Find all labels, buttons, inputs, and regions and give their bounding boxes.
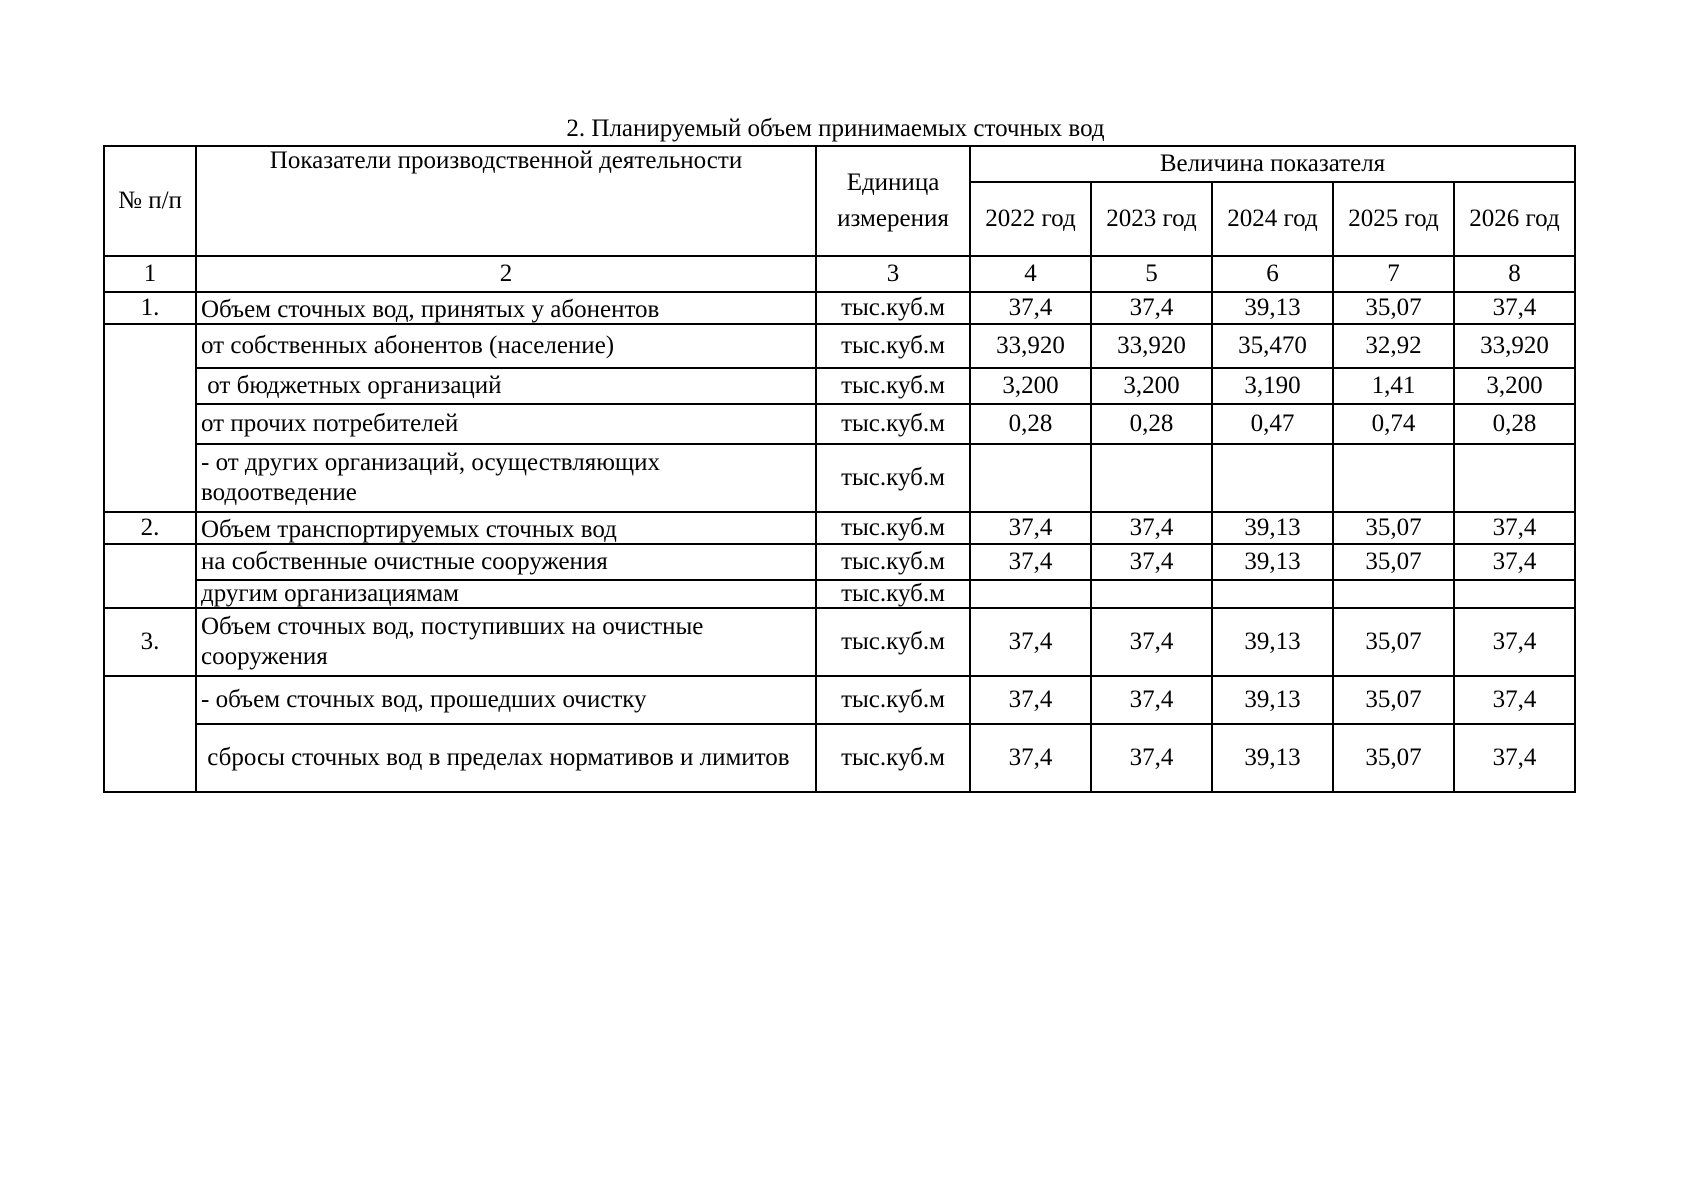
row-unit: тыс.куб.м xyxy=(816,368,970,404)
row-value: 37,4 xyxy=(1454,676,1575,724)
table-row xyxy=(104,512,1575,544)
row-value xyxy=(1454,580,1575,608)
col-number: 7 xyxy=(1333,256,1454,292)
row-label: - объем сточных вод, прошедших очистку xyxy=(196,676,816,724)
row-label: другим организациямам xyxy=(196,580,816,608)
table-row xyxy=(104,444,1575,512)
row-value: 37,4 xyxy=(970,608,1091,676)
row-value: 33,920 xyxy=(1091,324,1212,368)
row-value: 37,4 xyxy=(1454,608,1575,676)
row-value: 3,200 xyxy=(1454,368,1575,404)
row-unit: тыс.куб.м xyxy=(816,292,970,324)
row-value: 37,4 xyxy=(970,544,1091,580)
row-label: - от других организаций, осуществляющих водоотведение xyxy=(196,444,816,512)
row-value: 35,07 xyxy=(1333,544,1454,580)
row-unit: тыс.куб.м xyxy=(816,724,970,792)
row-label: от прочих потребителей xyxy=(196,404,816,444)
header-value: Величина показателя xyxy=(970,146,1575,182)
table-row xyxy=(104,324,1575,368)
row-label: от бюджетных организаций xyxy=(196,368,816,404)
row-value: 33,920 xyxy=(1454,324,1575,368)
table-row xyxy=(104,580,1575,608)
row-number xyxy=(104,544,196,608)
row-label: Объем транспортируемых сточных вод xyxy=(196,512,816,544)
header-year: 2024 год xyxy=(1212,182,1333,256)
row-value xyxy=(1454,444,1575,512)
row-number: 1. xyxy=(104,292,196,324)
row-value xyxy=(1333,444,1454,512)
row-value: 37,4 xyxy=(1454,544,1575,580)
col-number: 1 xyxy=(104,256,196,292)
row-label: Объем сточных вод, принятых у абонентов xyxy=(196,292,816,324)
row-value: 0,74 xyxy=(1333,404,1454,444)
row-value: 33,920 xyxy=(970,324,1091,368)
row-number: 2. xyxy=(104,512,196,544)
row-value xyxy=(1212,580,1333,608)
row-value: 39,13 xyxy=(1212,512,1333,544)
row-value xyxy=(1091,580,1212,608)
row-value: 37,4 xyxy=(970,512,1091,544)
row-unit: тыс.куб.м xyxy=(816,544,970,580)
row-value: 0,47 xyxy=(1212,404,1333,444)
row-value: 32,92 xyxy=(1333,324,1454,368)
col-number: 2 xyxy=(196,256,816,292)
table-row xyxy=(104,368,1575,404)
row-number: 3. xyxy=(104,608,196,676)
row-label: от собственных абонентов (население) xyxy=(196,324,816,368)
data-table xyxy=(103,145,1576,793)
row-value: 39,13 xyxy=(1212,292,1333,324)
row-value xyxy=(1333,580,1454,608)
row-value: 0,28 xyxy=(1091,404,1212,444)
row-label: сбросы сточных вод в пределах нормативов и лимитов xyxy=(196,724,816,792)
row-value: 39,13 xyxy=(1212,608,1333,676)
row-value: 3,200 xyxy=(1091,368,1212,404)
row-value: 37,4 xyxy=(1091,724,1212,792)
row-label: Объем сточных вод, поступивших на очистные сооружения xyxy=(196,608,816,676)
row-value: 1,41 xyxy=(1333,368,1454,404)
row-unit: тыс.куб.м xyxy=(816,324,970,368)
table-row xyxy=(104,676,1575,724)
row-value: 37,4 xyxy=(1091,544,1212,580)
row-value: 37,4 xyxy=(1091,608,1212,676)
row-value: 35,07 xyxy=(1333,676,1454,724)
row-value xyxy=(1091,444,1212,512)
col-number: 6 xyxy=(1212,256,1333,292)
row-value: 39,13 xyxy=(1212,676,1333,724)
row-value xyxy=(970,580,1091,608)
row-value: 3,190 xyxy=(1212,368,1333,404)
page-title: 2. Планируемый объем принимаемых сточных вод xyxy=(566,115,1105,142)
row-number xyxy=(104,324,196,512)
row-value: 3,200 xyxy=(970,368,1091,404)
col-number: 4 xyxy=(970,256,1091,292)
table-row xyxy=(104,724,1575,792)
row-value xyxy=(1212,444,1333,512)
row-unit: тыс.куб.м xyxy=(816,608,970,676)
row-value: 0,28 xyxy=(970,404,1091,444)
table-row xyxy=(104,608,1575,676)
row-unit: тыс.куб.м xyxy=(816,444,970,512)
row-value: 39,13 xyxy=(1212,724,1333,792)
col-number: 8 xyxy=(1454,256,1575,292)
row-unit: тыс.куб.м xyxy=(816,580,970,608)
row-value: 37,4 xyxy=(970,724,1091,792)
header-year: 2023 год xyxy=(1091,182,1212,256)
header-year: 2026 год xyxy=(1454,182,1575,256)
table-row xyxy=(104,544,1575,580)
table-row xyxy=(104,292,1575,324)
row-value: 37,4 xyxy=(970,292,1091,324)
row-value: 37,4 xyxy=(1454,724,1575,792)
row-label: на собственные очистные сооружения xyxy=(196,544,816,580)
row-value: 37,4 xyxy=(1454,512,1575,544)
row-value: 35,07 xyxy=(1333,608,1454,676)
row-unit: тыс.куб.м xyxy=(816,676,970,724)
header-year: 2025 год xyxy=(1333,182,1454,256)
row-unit: тыс.куб.м xyxy=(816,404,970,444)
row-value: 35,07 xyxy=(1333,292,1454,324)
header-unit: Единица измерения xyxy=(816,146,970,256)
row-value: 39,13 xyxy=(1212,544,1333,580)
row-value: 37,4 xyxy=(1091,292,1212,324)
header-num: № п/п xyxy=(104,146,196,256)
row-value: 37,4 xyxy=(970,676,1091,724)
table-row xyxy=(104,404,1575,444)
row-unit: тыс.куб.м xyxy=(816,512,970,544)
row-value xyxy=(970,444,1091,512)
col-number: 5 xyxy=(1091,256,1212,292)
row-value: 0,28 xyxy=(1454,404,1575,444)
row-value: 35,07 xyxy=(1333,512,1454,544)
row-number xyxy=(104,676,196,792)
row-value: 37,4 xyxy=(1454,292,1575,324)
row-value: 37,4 xyxy=(1091,512,1212,544)
header-indicators: Показатели производственной деятельности xyxy=(196,146,816,256)
row-value: 35,07 xyxy=(1333,724,1454,792)
col-number: 3 xyxy=(816,256,970,292)
header-year: 2022 год xyxy=(970,182,1091,256)
row-value: 35,470 xyxy=(1212,324,1333,368)
row-value: 37,4 xyxy=(1091,676,1212,724)
